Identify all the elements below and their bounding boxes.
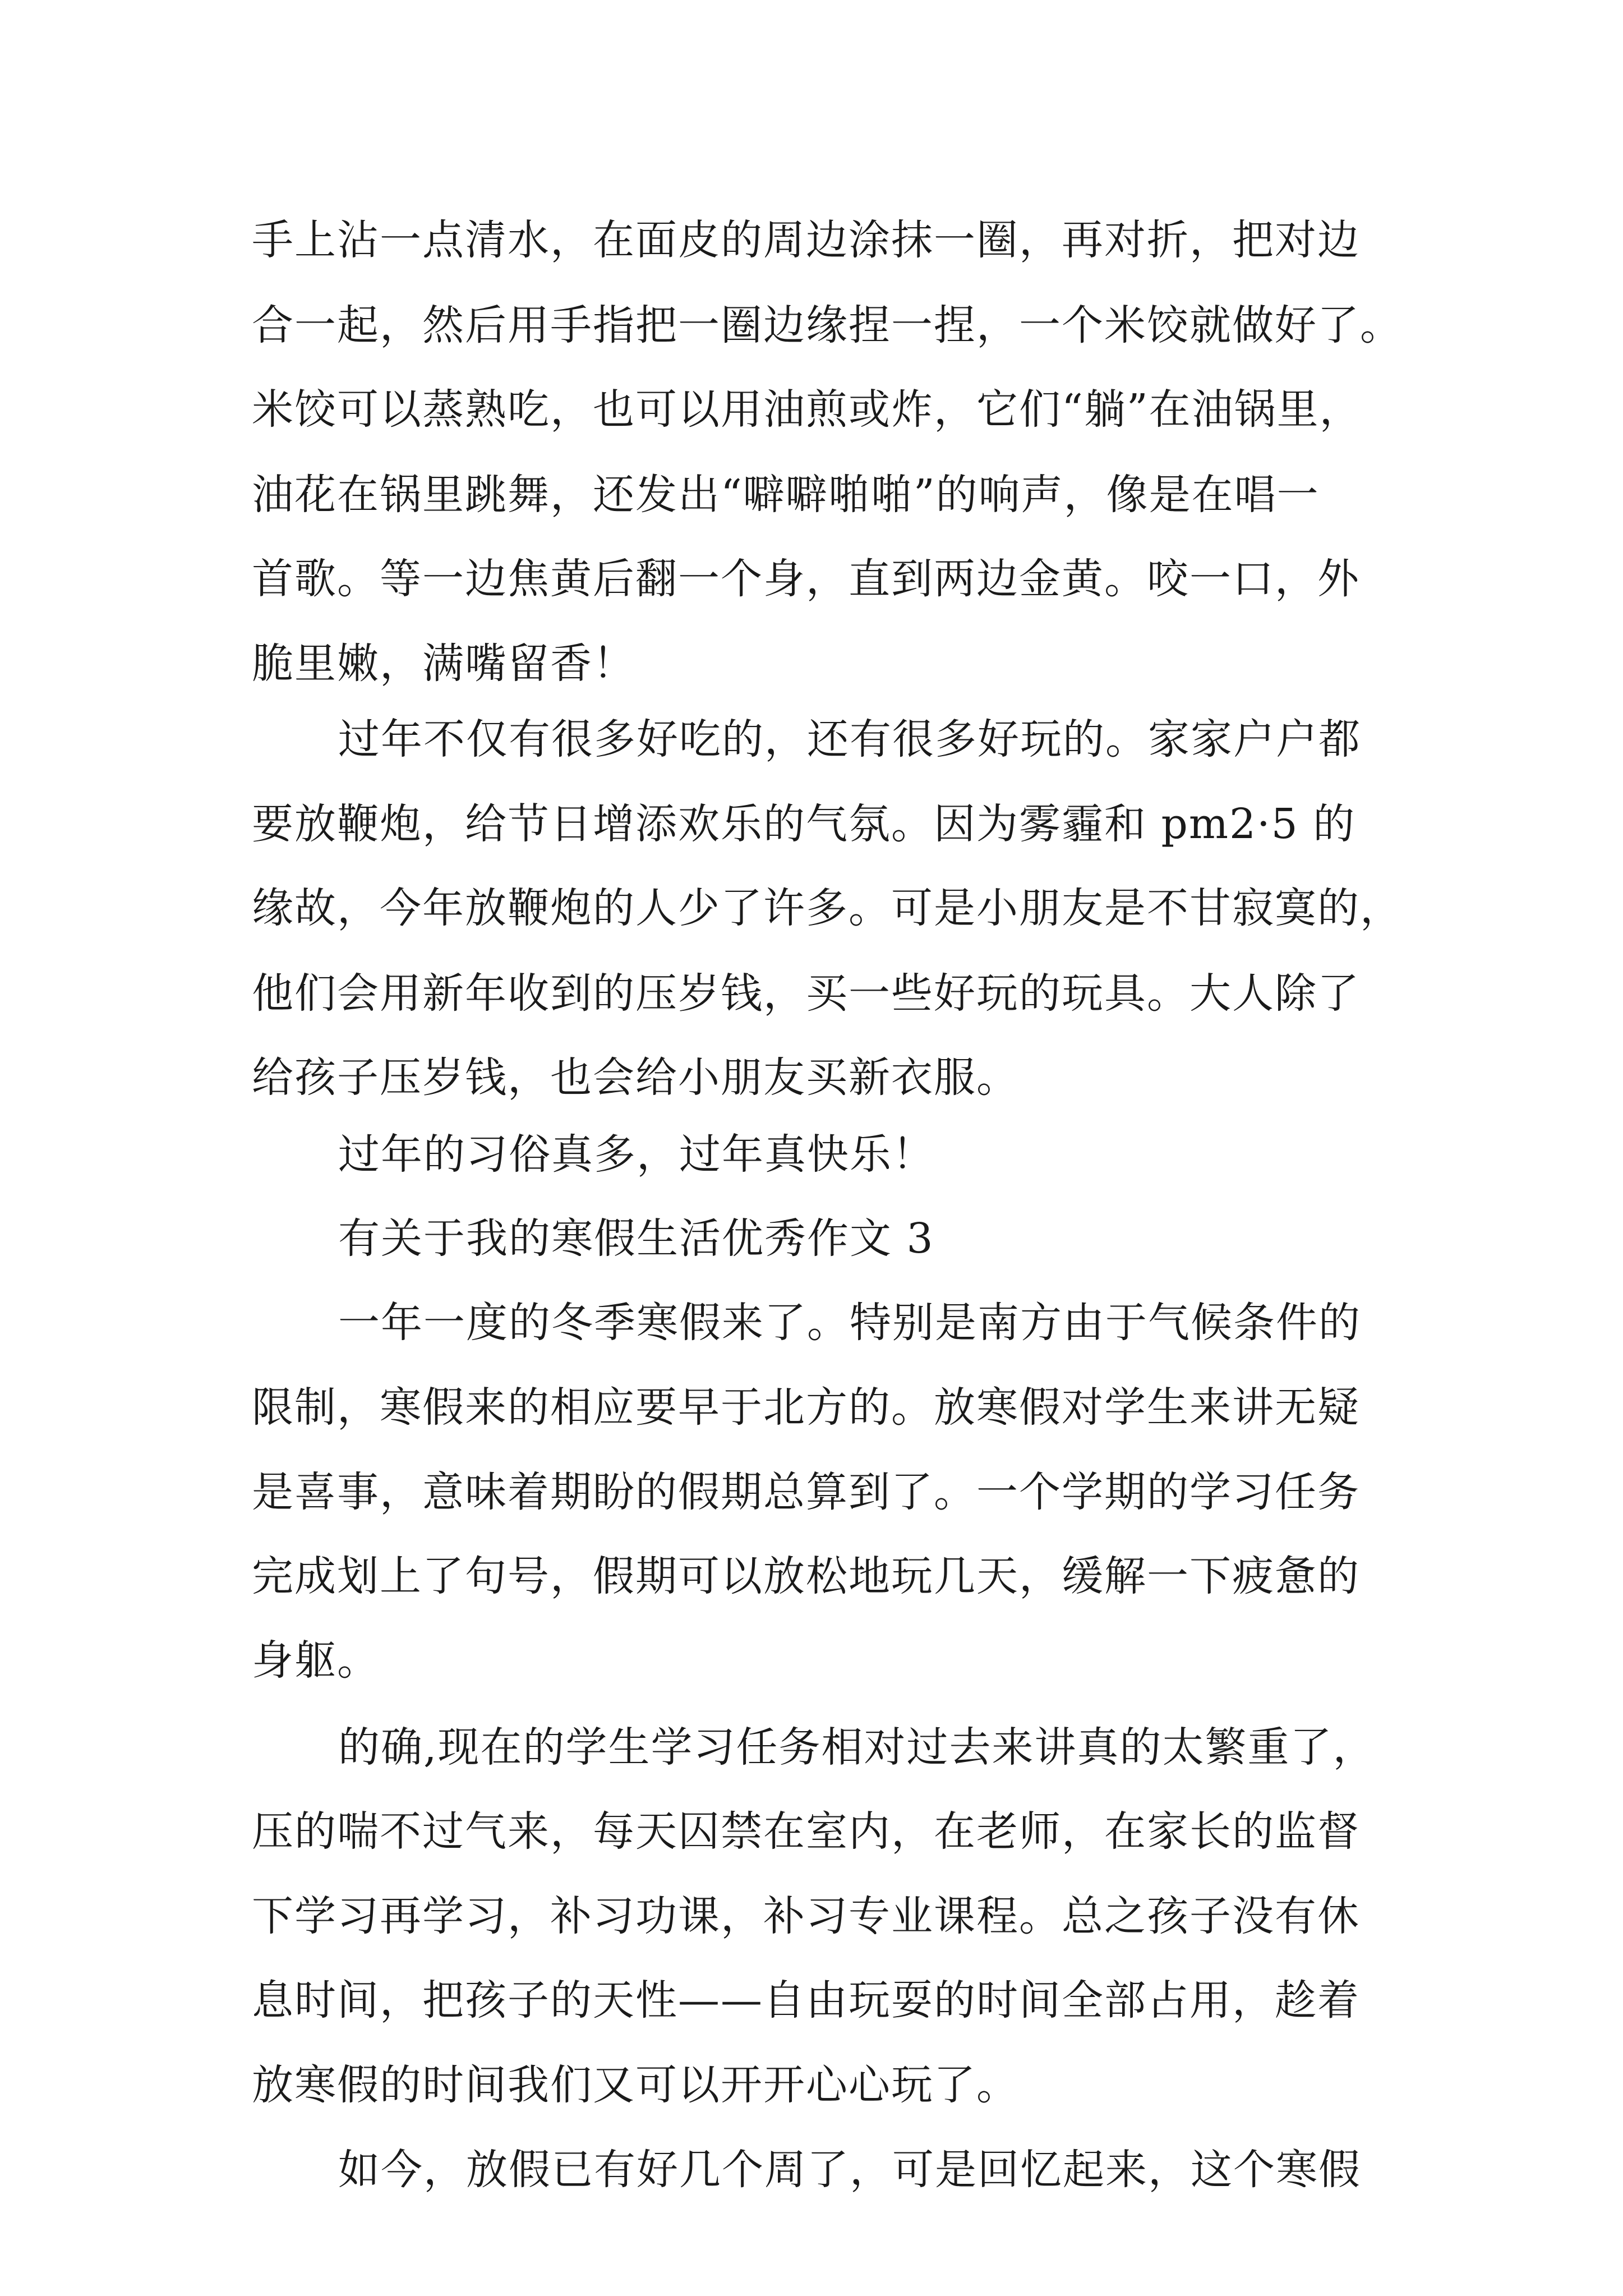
- text-line: 他们会用新年收到的压岁钱，买一些好玩的玩具。大人除了: [252, 969, 1360, 1018]
- text-line: 油花在锅里跳舞，还发出“噼噼啪啪”的响声，像是在唱一: [252, 471, 1320, 519]
- text-line: 米饺可以蒸熟吃，也可以用油煎或炸，它们“躺”在油锅里，: [252, 385, 1362, 434]
- section-heading: 有关于我的寒假生活优秀作文 3: [338, 1214, 934, 1263]
- text-line: 是喜事，意味着期盼的假期总算到了。一个学期的学习任务: [252, 1468, 1360, 1516]
- text-line: 限制，寒假来的相应要早于北方的。放寒假对学生来讲无疑: [252, 1383, 1360, 1432]
- paragraph-first-line: 过年的习俗真多，过年真快乐！: [338, 1130, 935, 1179]
- text-line: 息时间，把孩子的天性——自由玩耍的时间全部占用，趁着: [252, 1976, 1360, 2024]
- text-line: 脆里嫩，满嘴留香！: [252, 639, 635, 688]
- text-line: 放寒假的时间我们又可以开开心心玩了。: [252, 2061, 1019, 2109]
- text-line: 首歌。等一边焦黄后翻一个身，直到两边金黄。咬一口，外: [252, 555, 1360, 603]
- text-line: 下学习再学习，补习功课，补习专业课程。总之孩子没有休: [252, 1892, 1360, 1940]
- text-line: 要放鞭炮，给节日增添欢乐的气氛。因为雾霾和 pm2·5 的: [252, 800, 1356, 848]
- text-line: 身躯。: [252, 1636, 380, 1685]
- text-line: 缘故，今年放鞭炮的人少了许多。可是小朋友是不甘寂寞的，: [252, 884, 1403, 932]
- paragraph-first-line: 一年一度的冬季寒假来了。特别是南方由于气候条件的: [338, 1299, 1361, 1347]
- text-line: 手上沾一点清水，在面皮的周边涂抹一圈，再对折，把对边: [252, 216, 1360, 264]
- text-line: 压的喘不过气来，每天囚禁在室内，在老师，在家长的监督: [252, 1807, 1360, 1856]
- text-line: 给孩子压岁钱，也会给小朋友买新衣服。: [252, 1053, 1019, 1102]
- paragraph-first-line: 的确,现在的学生学习任务相对过去来讲真的太繁重了，: [338, 1723, 1376, 1772]
- paragraph-first-line: 如今，放假已有好几个周了，可是回忆起来，这个寒假: [338, 2146, 1361, 2194]
- text-line: 合一起，然后用手指把一圈边缘捏一捏，一个米饺就做好了。: [252, 301, 1403, 349]
- text-line: 完成划上了句号，假期可以放松地玩几天，缓解一下疲惫的: [252, 1552, 1360, 1600]
- paragraph-first-line: 过年不仅有很多好吃的，还有很多好玩的。家家户户都: [338, 715, 1361, 763]
